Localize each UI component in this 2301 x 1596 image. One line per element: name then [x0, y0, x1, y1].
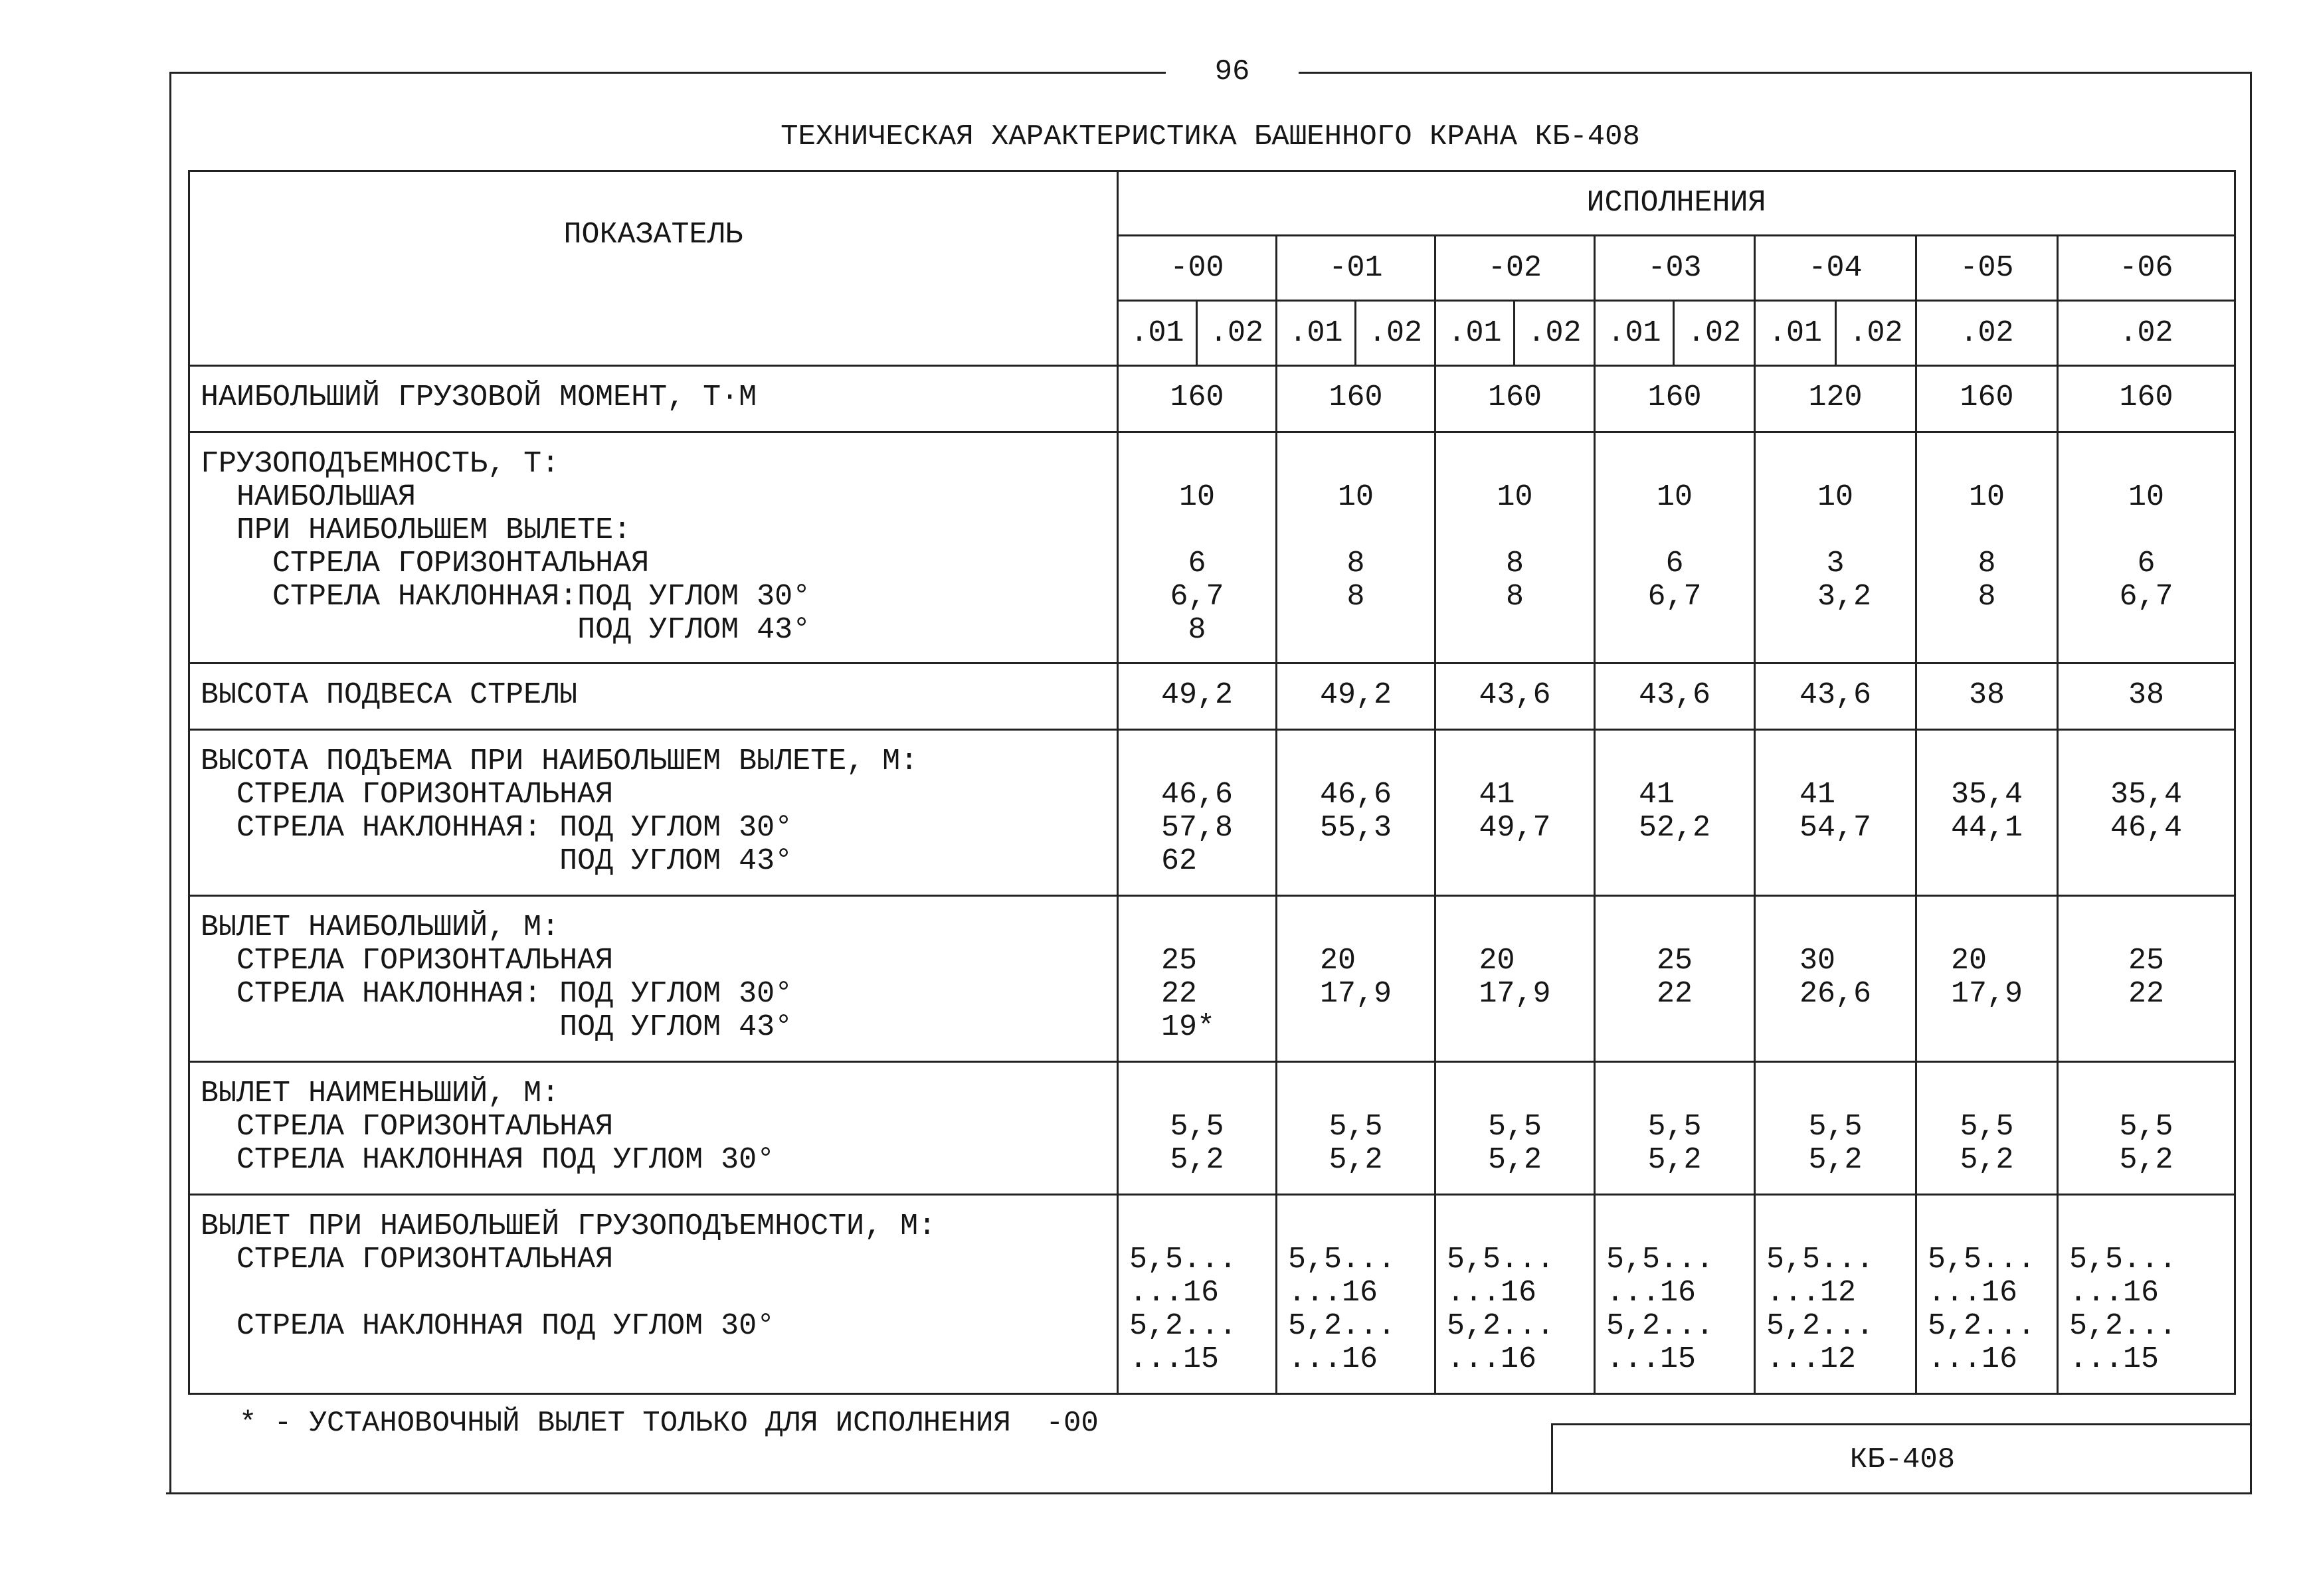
sub-version-header: .02: [1674, 301, 1755, 366]
table-cell: 43,6: [1755, 664, 1916, 730]
table-cell: 5,5... ...16 5,2... ...15: [2058, 1195, 2235, 1394]
table-cell: 46,6 55,3: [1277, 730, 1435, 896]
table-cell: 5,5 5,2: [1595, 1062, 1755, 1195]
version-header: -02: [1435, 236, 1595, 301]
row-label: ВЫЛЕТ НАИБОЛЬШИЙ, М: СТРЕЛА ГОРИЗОНТАЛЬНАЯ СТРЕЛА НАКЛОННАЯ: ПОД УГЛОМ 30° ПОД УГЛОМ 43°: [189, 896, 1118, 1062]
sub-version-header: .02: [1836, 301, 1916, 366]
table-cell: 160: [1916, 366, 2058, 432]
header-versions: ИСПОЛНЕНИЯ: [1118, 171, 2235, 236]
version-header: -05: [1916, 236, 2058, 301]
table-cell: 160: [1595, 366, 1755, 432]
table-cell: 10 8 8: [1277, 432, 1435, 664]
table-cell: 160: [1435, 366, 1595, 432]
table-cell: 30 26,6: [1755, 896, 1916, 1062]
table-cell: 25 22: [2058, 896, 2235, 1062]
version-header: -04: [1755, 236, 1916, 301]
frame-top-left: [169, 72, 1166, 74]
title-block: [1551, 1423, 2252, 1494]
table-cell: 5,5 5,2: [1435, 1062, 1595, 1195]
table-row: [189, 730, 2235, 896]
table-row: [189, 1062, 2235, 1195]
table-cell: 35,4 46,4: [2058, 730, 2235, 896]
table-row: [189, 366, 2235, 432]
table-cell: 20 17,9: [1435, 896, 1595, 1062]
table-cell: 5,5 5,2: [2058, 1062, 2235, 1195]
sub-version-header: .01: [1435, 301, 1515, 366]
frame-left: [169, 72, 171, 1494]
table-cell: 20 17,9: [1916, 896, 2058, 1062]
title-block-label: КБ-408: [1849, 1443, 1956, 1476]
table-cell: 49,2: [1118, 664, 1277, 730]
table-row: [189, 896, 2235, 1062]
table-cell: 5,5 5,2: [1916, 1062, 2058, 1195]
sub-version-header: .02: [1916, 301, 2058, 366]
table-cell: 5,5... ...16 5,2... ...16: [1277, 1195, 1435, 1394]
version-header: -00: [1118, 236, 1277, 301]
sub-version-header: .02: [1197, 301, 1277, 366]
table-cell: 5,5 5,2: [1277, 1062, 1435, 1195]
table-cell: 5,5... ...16 5,2... ...16: [1916, 1195, 2058, 1394]
header-row-top: [189, 171, 2235, 236]
header-indicator: ПОКАЗАТЕЛЬ: [189, 171, 1118, 366]
table-cell: 41 49,7: [1435, 730, 1595, 896]
sub-version-header: .01: [1118, 301, 1197, 366]
table-cell: 5,5... ...16 5,2... ...15: [1118, 1195, 1277, 1394]
table-cell: 10 8 8: [1435, 432, 1595, 664]
table-cell: 35,4 44,1: [1916, 730, 2058, 896]
sub-version-header: .01: [1755, 301, 1836, 366]
row-label: ВЫЛЕТ ПРИ НАИБОЛЬШЕЙ ГРУЗОПОДЪЕМНОСТИ, М: СТРЕЛА ГОРИЗОНТАЛЬНАЯ СТРЕЛА НАКЛОННАЯ ПОД УГЛОМ 30°: [189, 1195, 1118, 1394]
frame-top-right: [1299, 72, 2252, 74]
table-cell: 160: [1118, 366, 1277, 432]
row-label: НАИБОЛЬШИЙ ГРУЗОВОЙ МОМЕНТ, Т·М: [189, 366, 1118, 432]
page-number: 96: [1214, 55, 1250, 88]
table-cell: 5,5 5,2: [1755, 1062, 1916, 1195]
table-row: [189, 1195, 2235, 1394]
frame-right: [2250, 72, 2252, 1494]
version-header: -03: [1595, 236, 1755, 301]
table-cell: 10 6 6,7: [2058, 432, 2235, 664]
sub-version-header: .02: [1356, 301, 1435, 366]
table-cell: 5,5... ...16 5,2... ...15: [1595, 1195, 1755, 1394]
table-row: [189, 664, 2235, 730]
table-cell: 160: [1277, 366, 1435, 432]
sub-version-header: .01: [1595, 301, 1674, 366]
table-row: [189, 432, 2235, 664]
version-header: -06: [2058, 236, 2235, 301]
sub-version-header: .01: [1277, 301, 1356, 366]
table-cell: 10 6 6,7: [1595, 432, 1755, 664]
table-cell: 120: [1755, 366, 1916, 432]
footnote: * - УСТАНОВОЧНЫЙ ВЫЛЕТ ТОЛЬКО ДЛЯ ИСПОЛНЕНИЯ -00: [239, 1407, 1099, 1440]
table-cell: 25 22 19*: [1118, 896, 1277, 1062]
table-cell: 5,5 5,2: [1118, 1062, 1277, 1195]
table-cell: 20 17,9: [1277, 896, 1435, 1062]
version-header: -01: [1277, 236, 1435, 301]
row-label: ВЫЛЕТ НАИМЕНЬШИЙ, М: СТРЕЛА ГОРИЗОНТАЛЬНАЯ СТРЕЛА НАКЛОННАЯ ПОД УГЛОМ 30°: [189, 1062, 1118, 1195]
table-cell: 10 3 3,2: [1755, 432, 1916, 664]
table-cell: 43,6: [1595, 664, 1755, 730]
sub-version-header: .02: [1515, 301, 1595, 366]
table-cell: 10 8 8: [1916, 432, 2058, 664]
table-cell: 5,5... ...16 5,2... ...16: [1435, 1195, 1595, 1394]
table-cell: 38: [1916, 664, 2058, 730]
row-label: ВЫСОТА ПОДВЕСА СТРЕЛЫ: [189, 664, 1118, 730]
table-cell: 41 52,2: [1595, 730, 1755, 896]
table-cell: 41 54,7: [1755, 730, 1916, 896]
table-cell: 43,6: [1435, 664, 1595, 730]
row-label: ВЫСОТА ПОДЪЕМА ПРИ НАИБОЛЬШЕМ ВЫЛЕТЕ, М: СТРЕЛА ГОРИЗОНТАЛЬНАЯ СТРЕЛА НАКЛОННАЯ: ПОД УГЛОМ 30° ПОД УГЛОМ 43°: [189, 730, 1118, 896]
spec-table: [188, 170, 2236, 1395]
page-title: ТЕХНИЧЕСКАЯ ХАРАКТЕРИСТИКА БАШЕННОГО КРАНА КБ-408: [781, 120, 1640, 153]
table-cell: 10 6 6,7 8: [1118, 432, 1277, 664]
table-cell: 160: [2058, 366, 2235, 432]
row-label: ГРУЗОПОДЪЕМНОСТЬ, Т: НАИБОЛЬШАЯ ПРИ НАИБОЛЬШЕМ ВЫЛЕТЕ: СТРЕЛА ГОРИЗОНТАЛЬНАЯ СТРЕЛА НАКЛОННАЯ:ПОД УГЛОМ 30° ПОД УГЛОМ 43°: [189, 432, 1118, 664]
sub-version-header: .02: [2058, 301, 2235, 366]
table-cell: 46,6 57,8 62: [1118, 730, 1277, 896]
table-cell: 49,2: [1277, 664, 1435, 730]
table-cell: 25 22: [1595, 896, 1755, 1062]
table-cell: 38: [2058, 664, 2235, 730]
table-cell: 5,5... ...12 5,2... ...12: [1755, 1195, 1916, 1394]
